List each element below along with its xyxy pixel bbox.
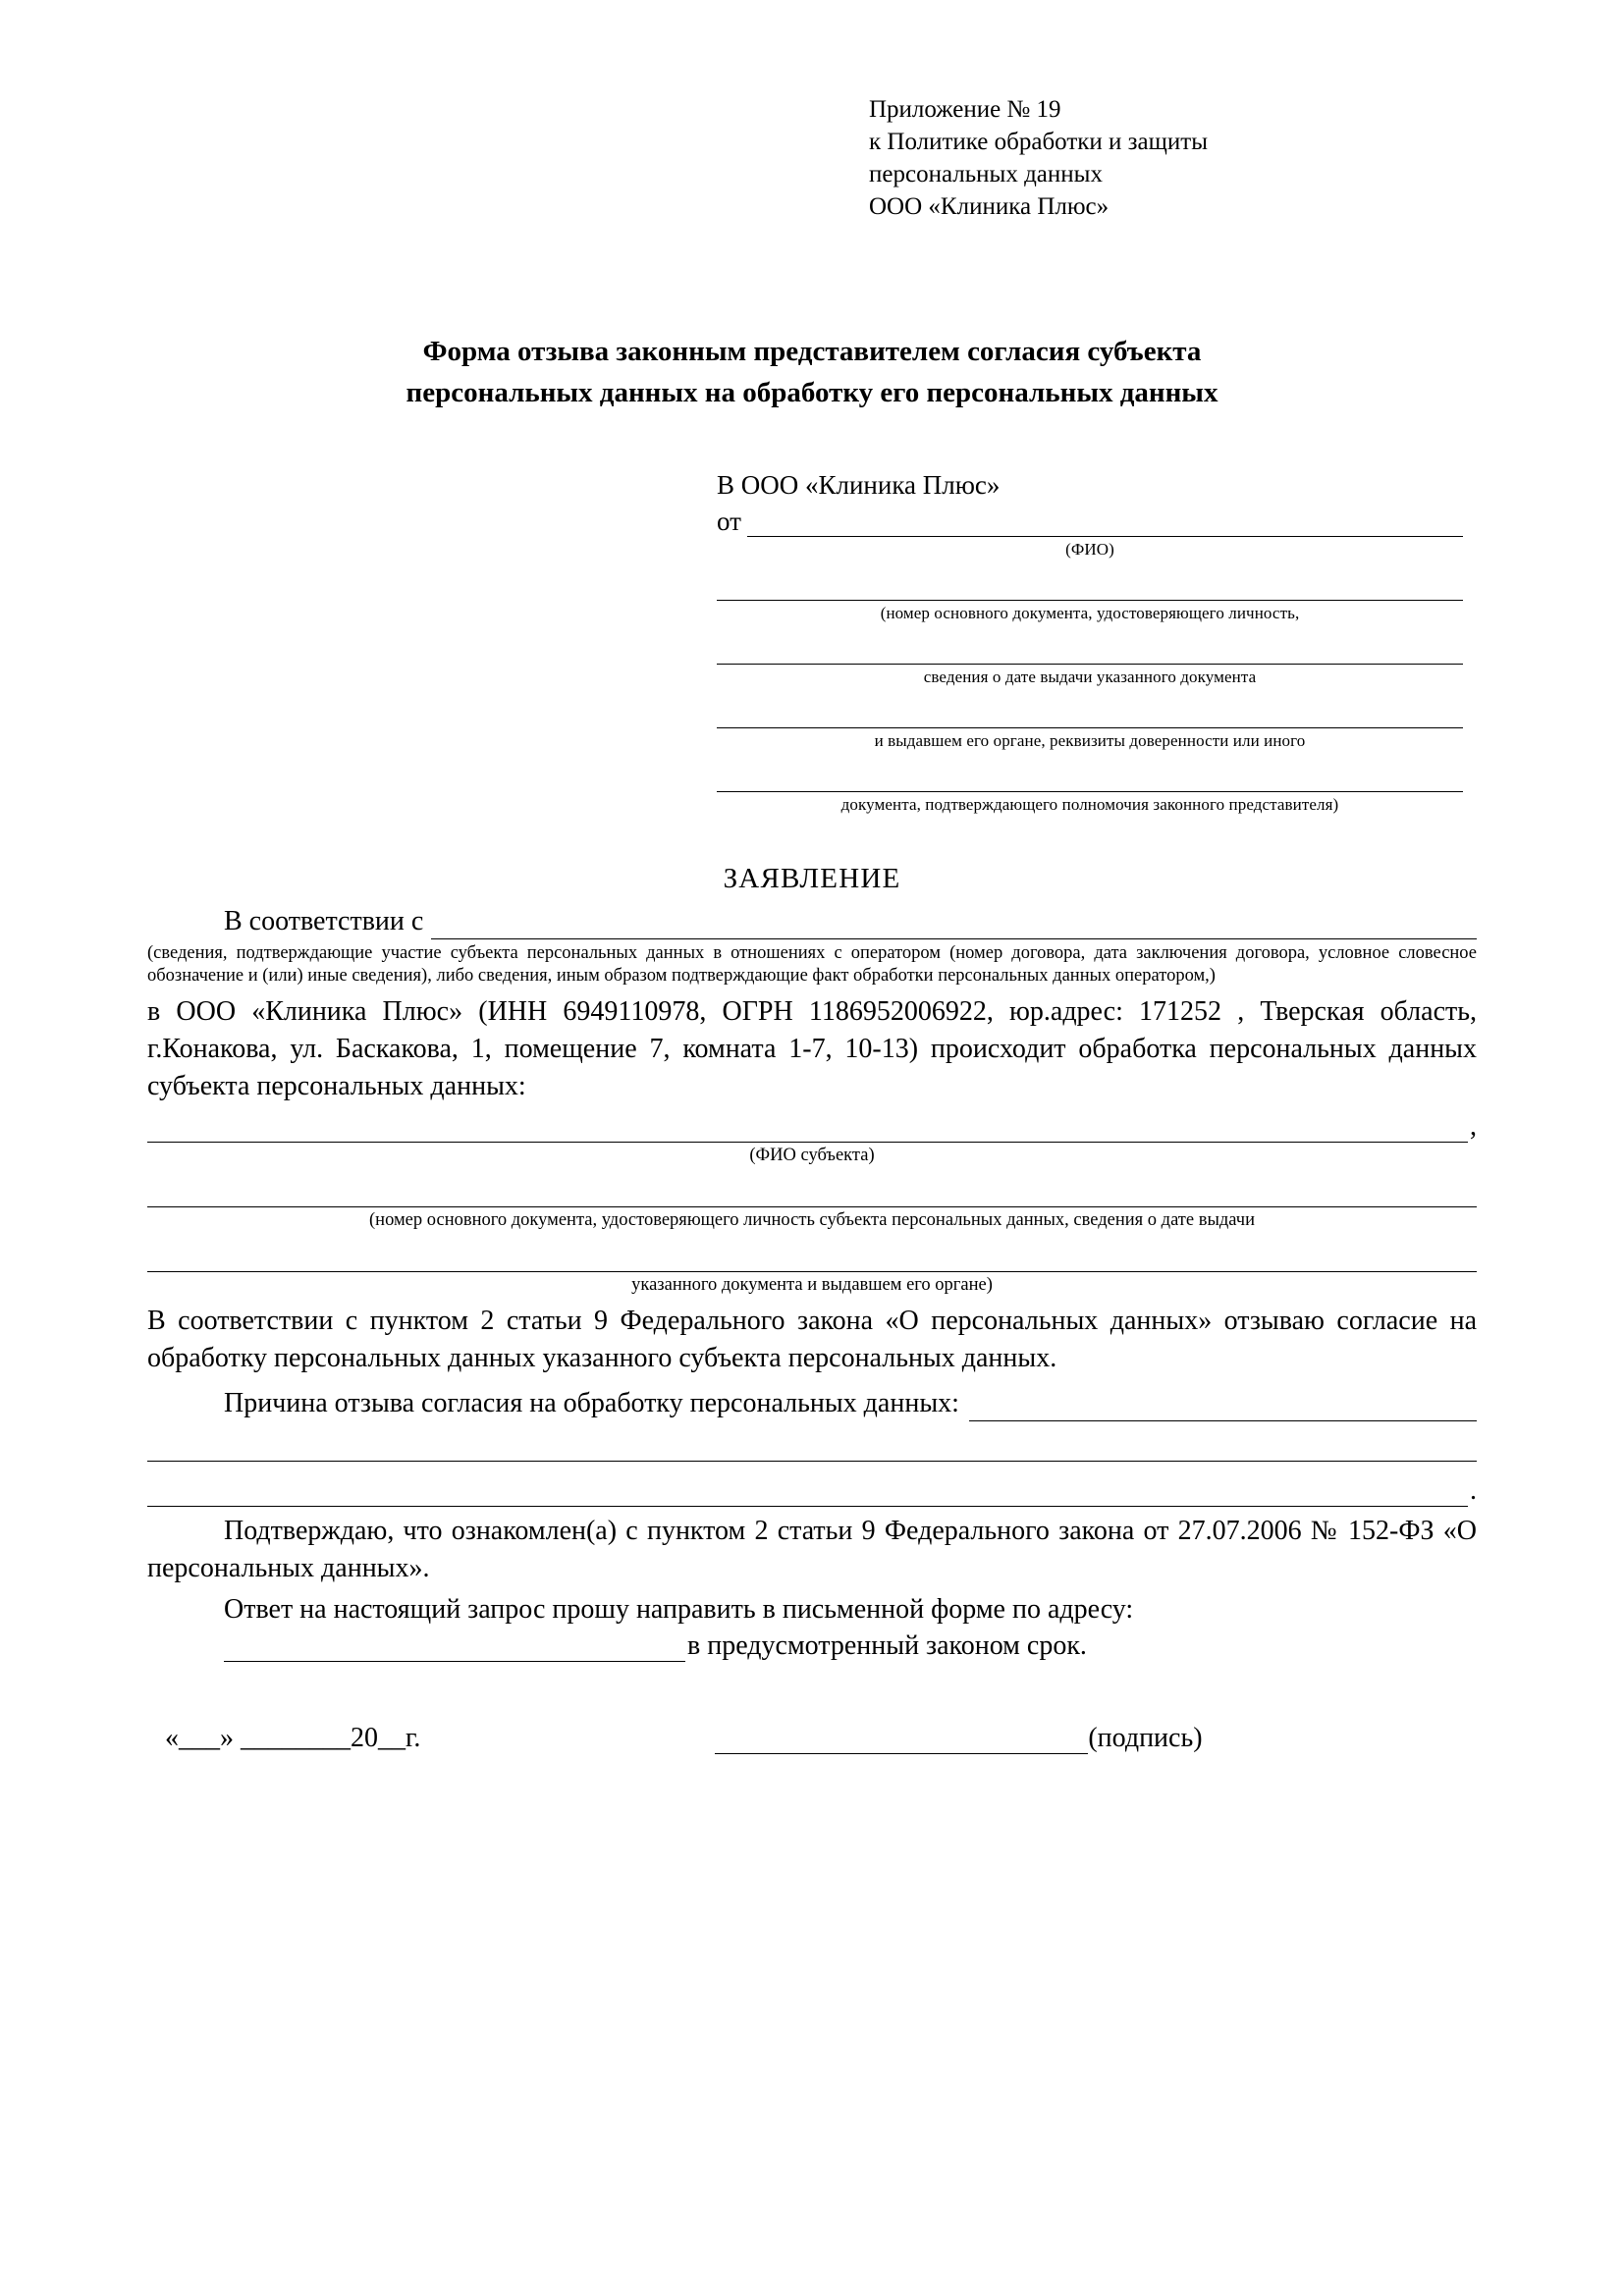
reason-field-2[interactable] — [147, 1435, 1477, 1462]
reason-row — [147, 1385, 1477, 1421]
representative-doc-date-field[interactable] — [717, 638, 1463, 665]
subject-fio-comma: , — [1470, 1111, 1477, 1142]
appendix-header-line-4: ООО «Клиника Плюс» — [869, 193, 1110, 220]
intro-row — [147, 903, 1477, 939]
document-title — [147, 331, 1477, 413]
representative-doc-power-field[interactable] — [717, 766, 1463, 792]
subject-fio-row — [147, 1111, 1477, 1143]
from-label: от — [717, 507, 741, 536]
date-line[interactable]: «___» ________20__г. — [165, 1723, 421, 1753]
reason-field[interactable] — [969, 1395, 1477, 1421]
appendix-header-line-1: Приложение № 19 — [869, 96, 1061, 123]
appendix-header-line-3: персональных данных — [869, 161, 1103, 187]
appendix-header-line-2: к Политике обработки и защиты — [869, 129, 1209, 155]
signature-label: (подпись) — [1088, 1723, 1203, 1753]
representative-doc-number-field[interactable] — [717, 574, 1463, 601]
operator-paragraph: в ООО «Клиника Плюс» (ИНН 6949110978, ОГРН 1186952006922, юр.адрес: 171252 , Тверская область, г.Конакова, ул. Баскакова, 1, помещение 7, комната 1-7, 10-13) происходит обработка персональных данных субъекта персональных данных: — [147, 996, 1477, 1101]
caption-doc-date: сведения о дате выдачи указанного документа — [923, 667, 1257, 686]
reason-label: Причина отзыва согласия на обработку персональных данных: — [224, 1388, 959, 1418]
caption-subject-doc: (номер основного документа, удостоверяющего личность субъекта персональных данных, сведения о дате выдачи — [369, 1210, 1255, 1230]
caption-subject-doc-2: указанного документа и выдавшем его органе) — [631, 1275, 993, 1295]
answer-address-row — [147, 1630, 1477, 1662]
representative-doc-organ-field[interactable] — [717, 702, 1463, 728]
caption-doc-number: (номер основного документа, удостоверяющего личность, — [880, 604, 1300, 622]
addressee-block — [717, 467, 1463, 816]
signature-row — [147, 1723, 1477, 1754]
intro-label: В соответствии с — [224, 906, 424, 936]
addressee-organization: В ООО «Клиника Плюс» — [717, 470, 1001, 500]
document-title-line-2: персональных данных на обработку его персональных данных — [406, 377, 1218, 408]
caption-doc-organ: и выдавшем его органе, реквизиты доверенности или иного — [874, 731, 1306, 750]
reason-field-3[interactable] — [147, 1480, 1468, 1507]
statement-heading: ЗАЯВЛЕНИЕ — [723, 863, 901, 894]
answer-tail: в предусмотренный законом срок. — [687, 1630, 1087, 1661]
subject-doc-field-2[interactable] — [147, 1246, 1477, 1272]
representative-name-row — [717, 507, 1463, 537]
document-body — [147, 93, 1477, 1754]
confirm-paragraph: Подтверждаю, что ознакомлен(а) с пунктом 2 статьи 9 Федерального закона от 27.07.2006 № 152-ФЗ «О персональных данных». — [147, 1516, 1477, 1583]
representative-name-field[interactable] — [747, 510, 1463, 537]
revoke-paragraph: В соответствии с пунктом 2 статьи 9 Федерального закона «О персональных данных» отзываю согласие на обработку персональных данных указанного субъекта персональных данных. — [147, 1306, 1477, 1373]
caption-fio: (ФИО) — [1065, 540, 1114, 559]
appendix-header — [869, 93, 1477, 223]
answer-paragraph: Ответ на настоящий запрос прошу направить в письменной форме по адресу: — [224, 1594, 1134, 1625]
subject-doc-field[interactable] — [147, 1181, 1477, 1207]
caption-subject-fio: (ФИО субъекта) — [749, 1146, 875, 1165]
intro-field[interactable] — [431, 913, 1477, 939]
subject-fio-field[interactable] — [147, 1116, 1468, 1143]
document-title-line-1: Форма отзыва законным представителем согласия субъекта — [422, 336, 1202, 367]
answer-address-field[interactable] — [224, 1635, 685, 1662]
reason-row-3 — [147, 1475, 1477, 1507]
reason-period: . — [1470, 1475, 1477, 1506]
caption-doc-power: документа, подтверждающего полномочия законного представителя) — [840, 795, 1339, 814]
signature-field[interactable] — [715, 1728, 1088, 1754]
intro-note: (сведения, подтверждающие участие субъекта персональных данных в отношениях с оператором (номер договора, дата заключения договора, условное словесное обозначение и (или) иные сведения), либо сведения, иным образом подтверждающие факт обработки персональных данных оператором,) — [147, 943, 1477, 986]
